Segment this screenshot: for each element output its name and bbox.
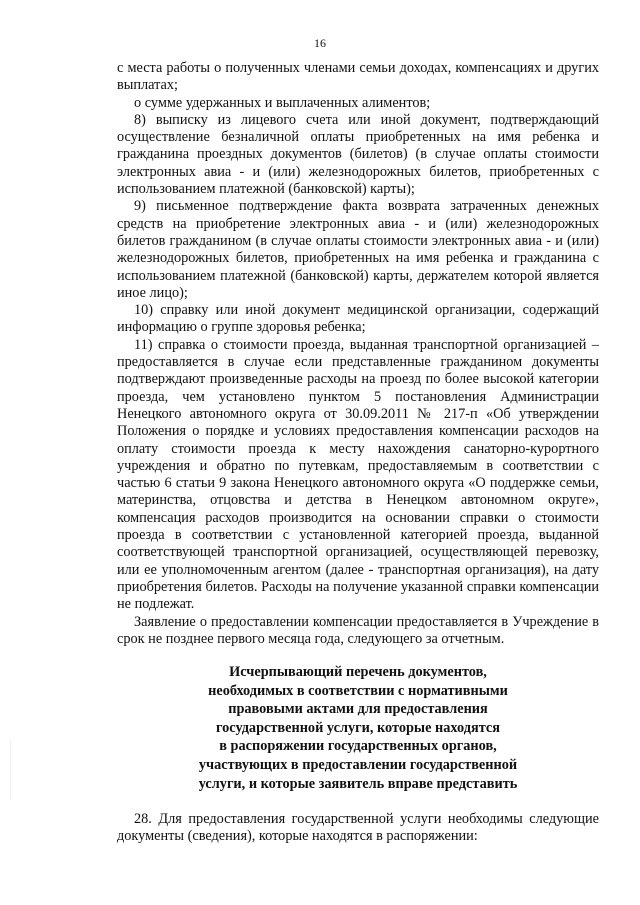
document-body-continued [117,811,599,846]
scan-margin-mark [10,740,11,800]
paragraph-item-28: 28. Для предоставления государственной услуги необходимы следующие документы (сведения), которые находятся в распоряжении: [117,811,599,845]
heading-line: государственной услуги, которые находятся [216,719,500,736]
paragraph-item-11: 11) справка о стоимости проезда, выданная транспортной организацией – предоставляется в случае если представленные гражданином документы подтверждают произведенные расходы на проезд по более высокой категории проезда, чем установлено пунктом 5 постановления Администрации Ненецкого автономного округа от 30.09.2011 № 217-п «Об утверждении Положения о порядке и условиях предоставления компенсации расходов на оплату стоимости проезда к месту нахождения санаторно-курортного учреждения и обратно по путевкам, предоставляемым в соответствии с частью 6 статьи 9 закона Ненецкого автономного округа «О поддержке семьи, материнства, отцовства и детства в Ненецком автономном округе», компенсация расходов производится на основании справки о стоимости проезда в соответствии с установленной категорией проезда, выданной соответствующей транспортной организацией, осуществляющей перевозку, или ее уполномоченным агентом (далее - транспортная организация), на дату приобретения билетов. Расходы на получение указанной справки компенсации не подлежат. [117,336,599,613]
heading-line: правовыми актами для предоставления [228,701,488,718]
document-body [117,60,599,648]
paragraph-alimony: о сумме удержанных и выплаченных алиментов; [134,94,431,111]
heading-line: участвующих в предоставлении государственной [198,756,518,773]
heading-line: Исчерпывающий перечень документов, [229,664,487,680]
paragraph-item-9: 9) письменное подтверждение факта возврата затраченных денежных средств на приобретение электронных авиа - и (или) железнодорожных билетов гражданином (в случае оплаты стоимости электронных авиа - и (или) железнодорожных билетов, приобретенных на имя ребенка и гражданина с использованием платежной (банковской) карты, держателем которой является иное лицо); [117,198,599,301]
section-heading [117,663,599,793]
heading-line: в распоряжении государственных органов, [219,738,497,755]
paragraph-income-info: с места работы о полученных членами семьи доходах, компенсациях и других выплатах; [117,60,599,94]
paragraph-item-10: 10) справку или иной документ медицинской организации, содержащий информацию о группе здоровья ребенка; [117,302,599,336]
heading-line: услуги, и которые заявитель вправе представить [198,775,518,792]
paragraph-item-8: 8) выписку из лицевого счета или иной документ, подтверждающий осуществление безналичной оплаты приобретенных на имя ребенка и гражданина проездных документов (билетов) (в случае оплаты стоимости электронных авиа - и (или) железнодорожных билетов, приобретенных с использованием платежной (банковской) карты); [117,111,599,198]
page-number: 16 [314,36,326,50]
heading-line: необходимых в соответствии с нормативными [208,682,508,699]
paragraph-application-deadline: Заявление о предоставлении компенсации предоставляется в Учреждение в срок не позднее первого месяца года, следующего за отчетным. [117,613,599,647]
